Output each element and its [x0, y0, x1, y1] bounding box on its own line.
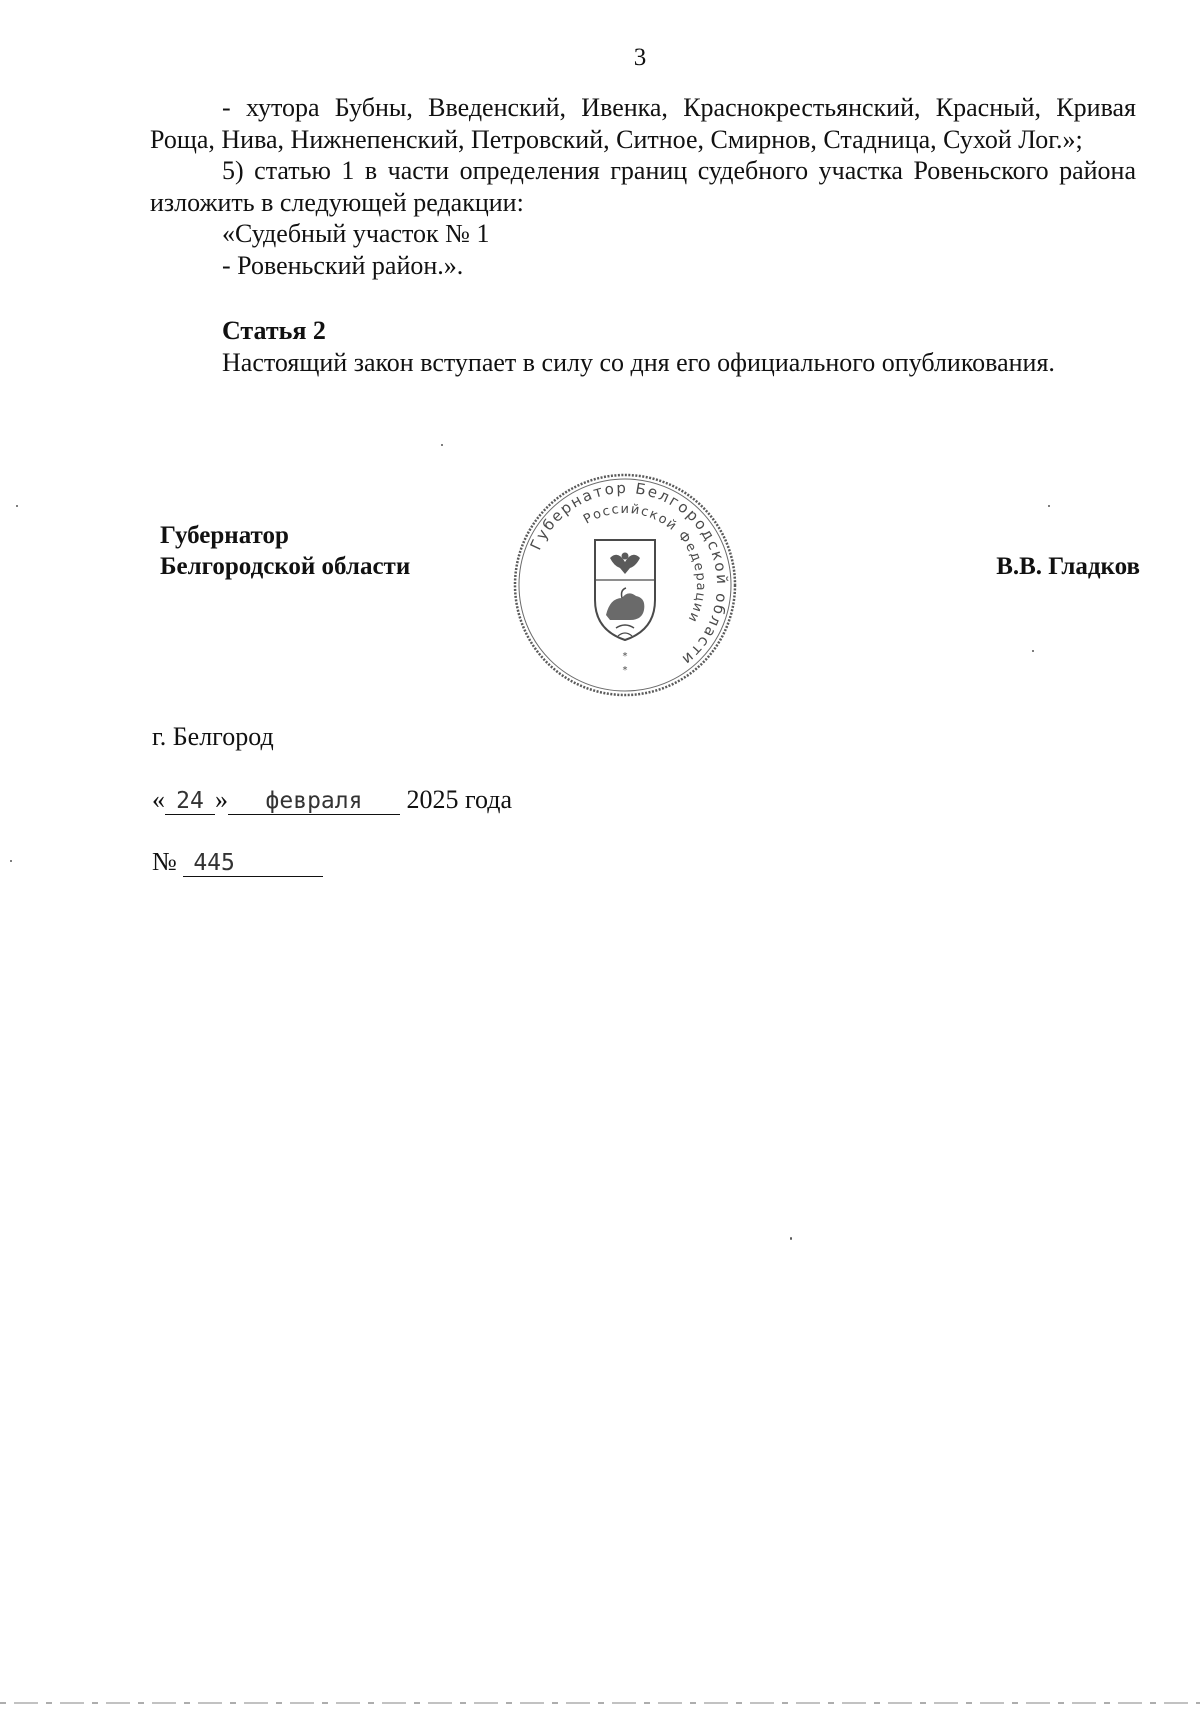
date-close-quote: »	[215, 785, 228, 814]
scan-speck	[441, 444, 443, 446]
number-value: 445	[183, 850, 323, 877]
law-number	[152, 847, 323, 877]
scan-speck	[790, 1237, 792, 1240]
court-district-line: «Судебный участок № 1	[222, 219, 490, 248]
signatory-position	[160, 520, 410, 582]
page-number: 3	[633, 44, 647, 71]
date-open-quote: «	[152, 785, 165, 814]
district-line: - Ровеньский район.».	[222, 250, 464, 280]
seal-star-top: *	[622, 651, 628, 662]
scan-bottom-edge	[0, 1702, 1200, 1704]
scan-speck	[10, 860, 12, 862]
paragraph-article-1-amendment: 5) статью 1 в части определения границ судебного участка Ровеньского района изложить в следующей редакции:	[150, 156, 1136, 217]
seal-inner-text: Российской Федерации	[581, 501, 709, 626]
signing-date	[152, 785, 512, 815]
date-month: февраля	[228, 788, 400, 815]
document-body	[150, 92, 1136, 378]
article-2-block	[150, 315, 1136, 378]
coat-of-arms-icon	[595, 540, 655, 640]
signatory-name: В.В. Гладков	[996, 553, 1140, 580]
position-line-2: Белгородской области	[160, 553, 411, 580]
scan-speck	[16, 505, 18, 507]
seal-outer-text: Губернатор Белгородской области	[526, 478, 732, 670]
scan-speck	[1032, 650, 1034, 652]
number-label: №	[152, 847, 177, 876]
city: г. Белгород	[152, 722, 274, 751]
date-year: 2025 года	[406, 785, 513, 814]
scan-speck	[1048, 505, 1050, 507]
article-text: Настоящий закон вступает в силу со дня его официального опубликования.	[222, 347, 1055, 377]
date-day: 24	[165, 788, 215, 815]
official-seal	[510, 470, 740, 700]
paragraph-khutora: - хутора Бубны, Введенский, Ивенка, Краснокрестьянский, Красный, Кривая Роща, Нива, Нижнепенский, Петровский, Ситное, Смирнов, Стадница, Сухой Лог.»;	[150, 93, 1136, 154]
article-title: Статья 2	[222, 316, 326, 345]
position-line-1: Губернатор	[160, 522, 289, 549]
seal-star-bottom: *	[622, 665, 628, 676]
